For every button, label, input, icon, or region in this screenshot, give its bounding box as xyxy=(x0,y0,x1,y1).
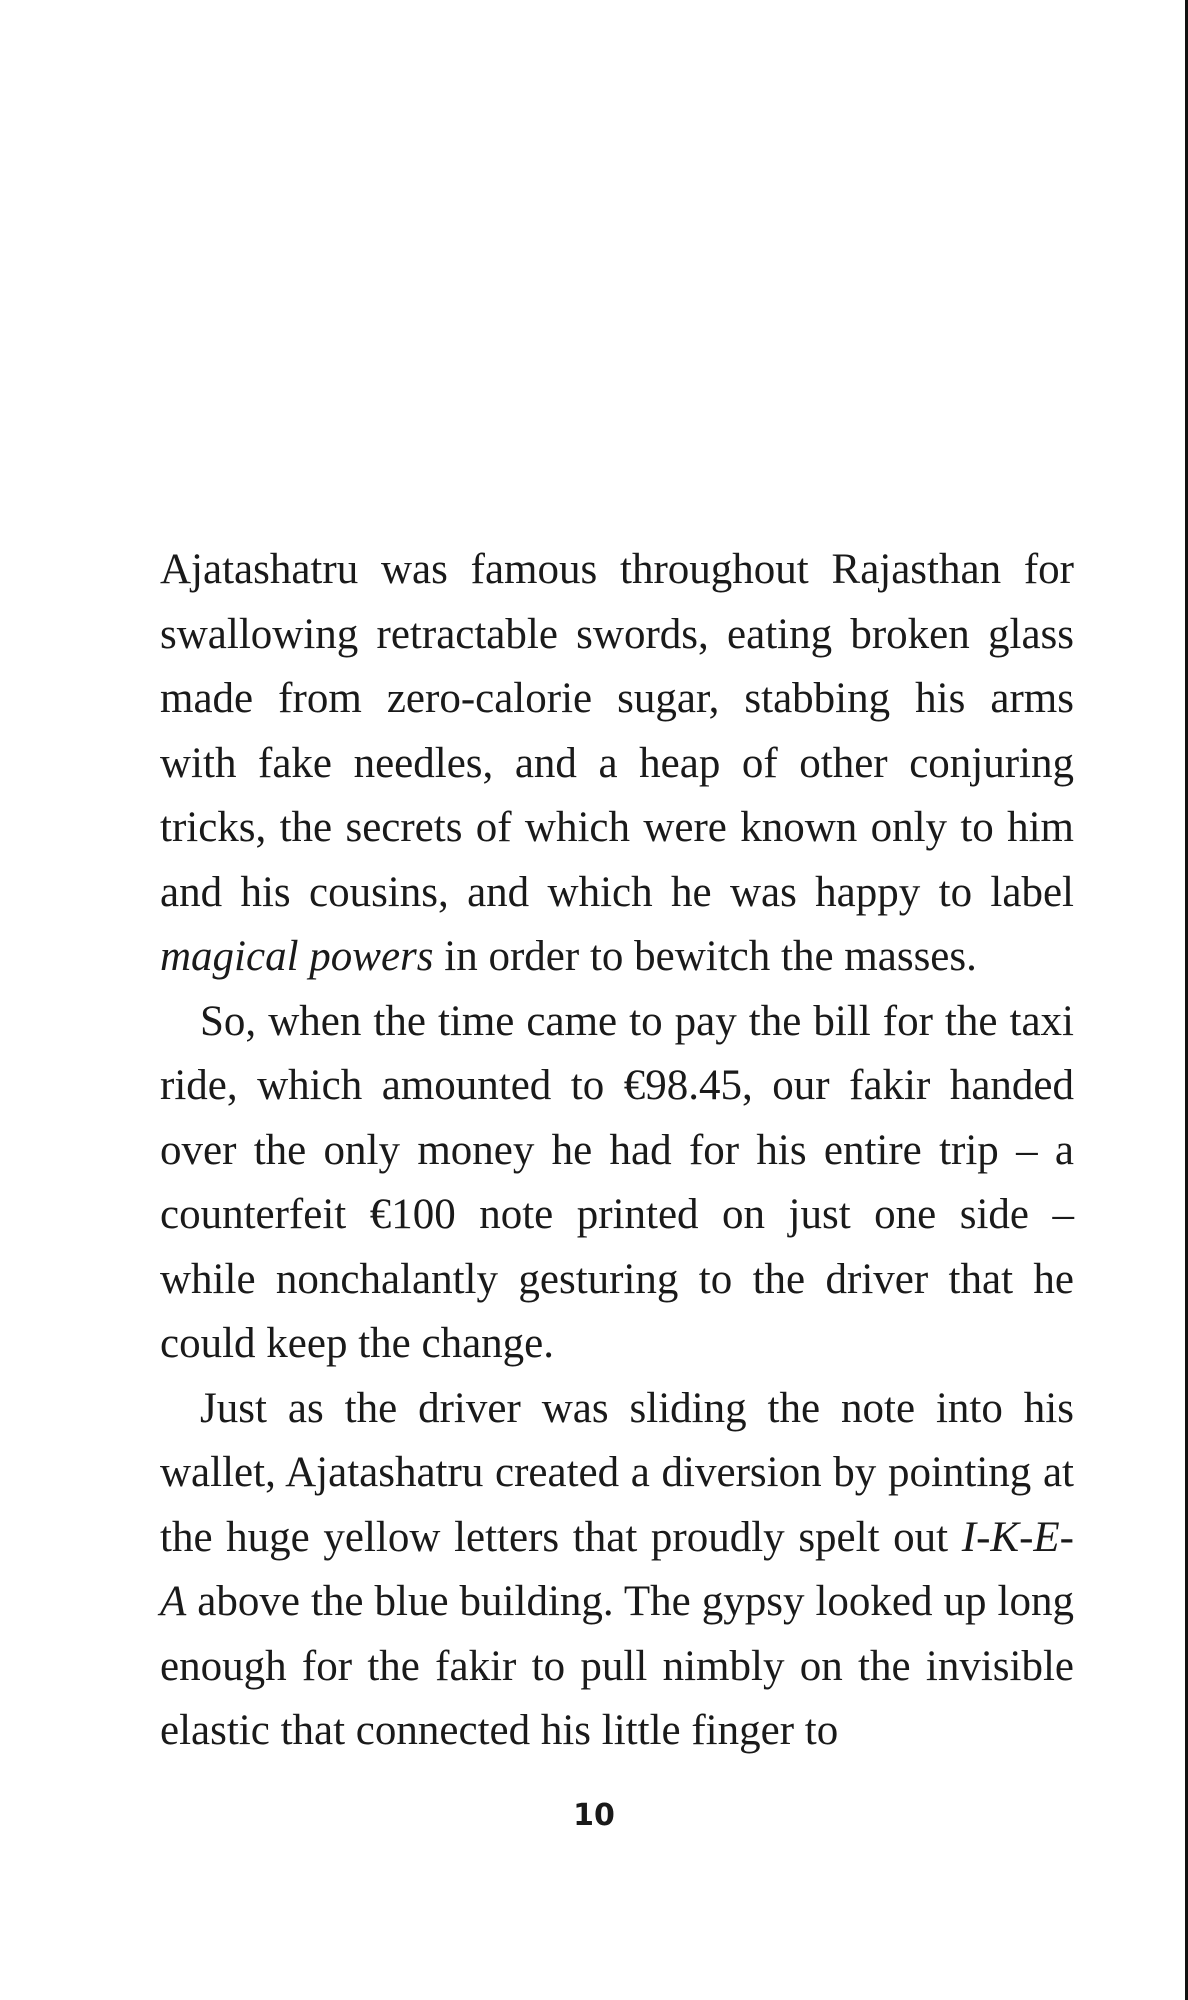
paragraph-3-italic: I-K-E-A xyxy=(160,1513,1074,1625)
paragraph-1-italic: magical powers xyxy=(160,933,434,980)
body-text xyxy=(160,538,1074,1764)
paragraph-1-text: Ajatashatru was famous throughout Rajasthan for swallowing retractable swords, eating broken glass made from zero-calorie sugar, stabbing his arms with fake needles, and a heap of other conjuring tricks, the secrets of which were known only to him and his cousins, and which he was happy to label xyxy=(160,546,1074,916)
paragraph-2-text: So, when the time came to pay the bill for the taxi ride, which amounted to €98.45, our fakir handed over the only money he had for his entire trip – a counterfeit €100 note printed on just one side – while nonchalantly gesturing to the driver that he could keep the change. xyxy=(160,997,1074,1367)
paragraph-2 xyxy=(160,990,1074,1377)
page-number: 10 xyxy=(573,1798,615,1833)
paragraph-3-text: Just as the driver was sliding the note into his wallet, Ajatashatru created a diversion by pointing at the huge yellow letters that proudly spelt out xyxy=(160,1384,1074,1561)
paragraph-1 xyxy=(160,538,1074,990)
paragraph-3 xyxy=(160,1377,1074,1764)
paragraph-3-text-end: above the blue building. The gypsy looked up long enough for the fakir to pull nimbly on the invisible elastic that connected his little finger to xyxy=(160,1578,1074,1754)
paragraph-1-text-end: in order to bewitch the masses. xyxy=(433,933,977,980)
